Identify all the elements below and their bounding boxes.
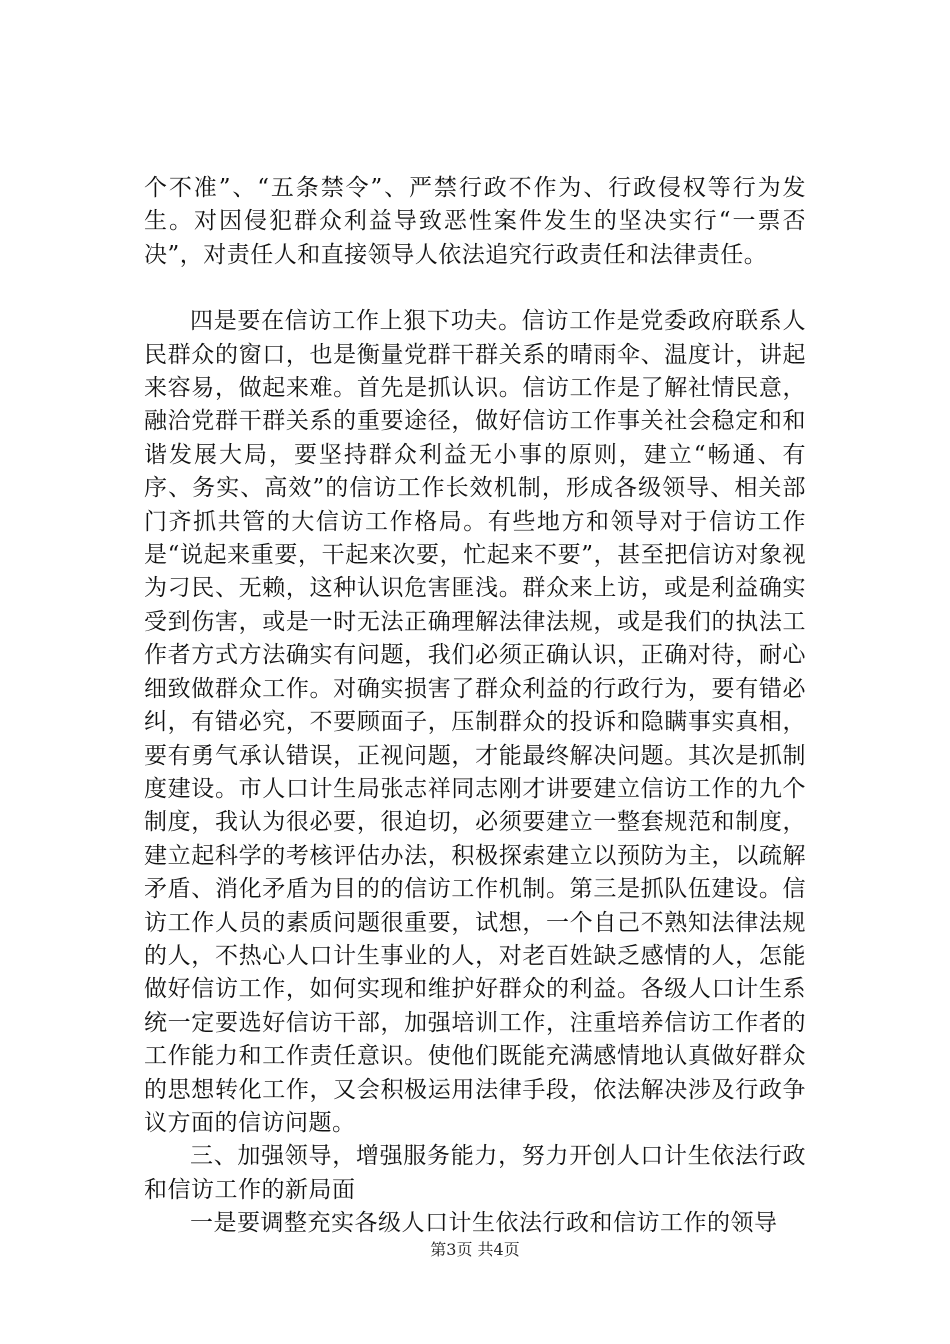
page-number-footer: 第3页 共4页 — [430, 1240, 520, 1259]
paragraph-spacer — [144, 272, 806, 305]
paragraph-petition-work: 四是要在信访工作上狠下功夫。信访工作是党委政府联系人民群众的窗口，也是衡量党群干群关系的晴雨伞、温度计，讲起来容易，做起来难。首先是抓认识。信访工作是了解社情民意，融洽党群干群关系的重要途径，做好信访工作事关社会稳定和和谐发展大局，要坚持群众利益无小事的原则，建立“畅通、有序、务实、高效”的信访工作长效机制，形成各级领导、相关部门齐抓共管的大信访工作格局。有些地方和领导对于信访工作是“说起来重要，干起来次要，忙起来不要”，甚至把信访对象视为刁民、无赖，这种认识危害匪浅。群众来上访，或是利益确实受到伤害，或是一时无法正确理解法律法规，或是我们的执法工作者方式方法确实有问题，我们必须正确认识，正确对待，耐心细致做群众工作。对确实损害了群众利益的行政行为，要有错必纠，有错必究，不要顾面子，压制群众的投诉和隐瞒事实真相，要有勇气承认错误，正视问题，才能最终解决问题。其次是抓制度建设。市人口计生局张志祥同志刚才讲要建立信访工作的九个制度，我认为很必要，很迫切，必须要建立一整套规范和制度，建立起科学的考核评估办法，积极探索建立以预防为主，以疏解矛盾、消化矛盾为目的的信访工作机制。第三是抓队伍建设。信访工作人员的素质问题很重要，试想，一个自己不熟知法律法规的人，不热心人口计生事业的人，对老百姓缺乏感情的人，怎能做好信访工作，如何实现和维护好群众的利益。各级人口计生系统一定要选好信访干部，加强培训工作，注重培养信访工作者的工作能力和工作责任意识。使他们既能充满感情地认真做好群众的思想转化工作，又会积极运用法律手段，依法解决涉及行政争议方面的信访问题。 — [144, 308, 806, 1136]
section-heading-three: 三、加强领导，增强服务能力，努力开创人口计生依法行政和信访工作的新局面 — [144, 1143, 806, 1203]
body-text — [144, 172, 806, 1241]
paragraph-leadership: 一是要调整充实各级人口计生依法行政和信访工作的领导 — [190, 1210, 778, 1237]
paragraph-continuation: 个不准”、“五条禁令”、严禁行政不作为、行政侵权等行为发生。对因侵犯群众利益导致恶性案件发生的坚决实行“一票否决”，对责任人和直接领导人依法追究行政责任和法律责任。 — [144, 175, 806, 268]
